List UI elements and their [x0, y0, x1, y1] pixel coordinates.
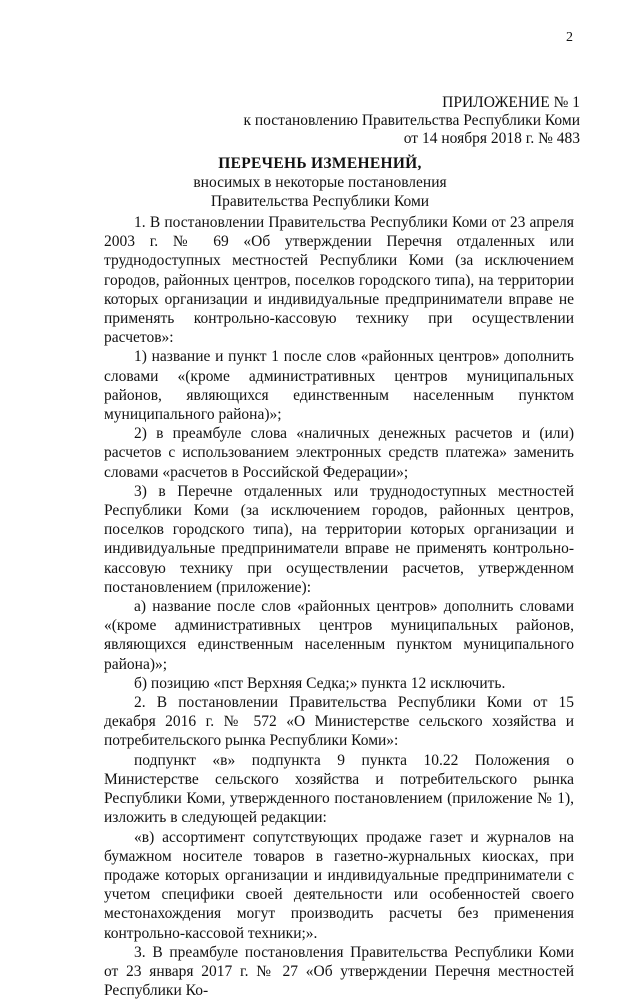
paragraph: 1) название и пункт 1 после слов «районных центров» дополнить словами «(кроме административных центров муниципальных районов, являющихся единственным населенным пунктом муниципального района)»; — [104, 348, 574, 424]
document-heading — [0, 154, 640, 211]
paragraph: 1. В постановлении Правительства Республики Коми от 23 апреля 2003 г. № 69 «Об утверждении Перечня отдаленных или труднодоступных местностей Республики Коми (за исключением городов, районных центров, поселков городского типа), на территории которых организации и индивидуальные предприниматели вправе не применять контрольно-кассовую технику при осуществлении расчетов»: — [104, 214, 574, 347]
paragraph: подпункт «в» подпункта 9 пункта 10.22 Положения о Министерстве сельского хозяйства и потребительского рынка Республики Коми, утвержденного постановлением (приложение № 1), изложить в следующей редакции: — [104, 751, 574, 827]
appendix-block — [243, 94, 580, 148]
appendix-title: ПРИЛОЖЕНИЕ № 1 — [442, 94, 580, 111]
paragraph: 3. В преамбуле постановления Правительства Республики Коми от 23 января 2017 г. № 27 «Об утверждении Перечня местностей Республики Ко- — [104, 943, 574, 1000]
appendix-date: от 14 ноября 2018 г. № 483 — [403, 130, 580, 147]
paragraph: 3) в Перечне отдаленных или труднодоступных местностей Республики Коми (за исключением городов, районных центров, поселков городского типа), на территории которых организации и индивидуальные предприниматели вправе не применять контрольно-кассовую технику при осуществлении расчетов, утвержденном постановлением (приложение): — [104, 482, 574, 596]
paragraph: 2) в преамбуле слова «наличных денежных расчетов и (или) расчетов с использованием электронных средств платежа» заменить словами «расчетов в Российской Федерации»; — [104, 425, 574, 481]
document-body — [104, 213, 574, 1000]
heading-subtitle-2: Правительства Республики Коми — [210, 193, 430, 210]
paragraph: 2. В постановлении Правительства Республики Коми от 15 декабря 2016 г. № 572 «О Министерстве сельского хозяйства и потребительского рынка Республики Коми»: — [104, 694, 574, 750]
page-number: 2 — [566, 30, 573, 45]
heading-subtitle-1: вносимых в некоторые постановления — [193, 174, 447, 191]
paragraph: б) позицию «пст Верхняя Седка;» пункта 12 исключить. — [134, 674, 506, 692]
paragraph: «в) ассортимент сопутствующих продаже газет и журналов на бумажном носителе товаров в газетно-журнальных киосках, при продаже которых организации и индивидуальные предприниматели с учетом специфики своей деятельности или особенностей своего местонахождения могут производить расчеты без применения контрольно-кассовой техники;». — [104, 828, 574, 942]
appendix-reference: к постановлению Правительства Республики Коми — [243, 112, 580, 129]
heading-title: ПЕРЕЧЕНЬ ИЗМЕНЕНИЙ, — [218, 155, 422, 172]
paragraph: а) название после слов «районных центров» дополнить словами «(кроме административных центров муниципальных районов, являющихся единственным населенным пунктом муниципального района)»; — [104, 598, 574, 673]
